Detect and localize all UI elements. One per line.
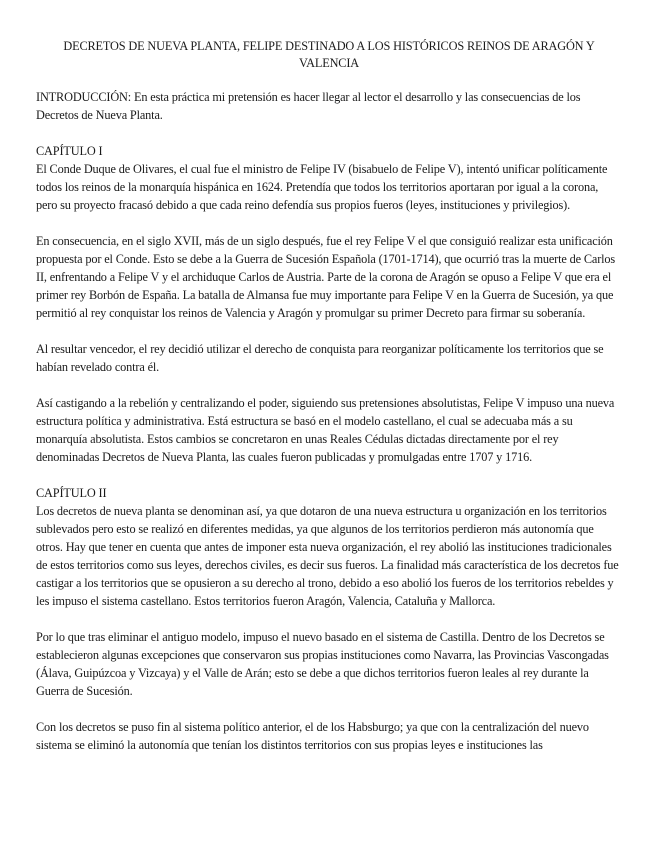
introduction-paragraph: INTRODUCCIÓN: En esta práctica mi pretensión es hacer llegar al lector el desarrollo y las consecuencias de los Decretos de Nueva Planta. [36, 90, 581, 122]
document-title: DECRETOS DE NUEVA PLANTA, FELIPE DESTINADO A LOS HISTÓRICOS REINOS DE ARAGÓN Y VALENCIA [63, 39, 595, 70]
chapter-1-paragraph: Así castigando a la rebelión y centralizando el poder, siguiendo sus pretensiones absolutistas, Felipe V impuso una nueva estructura política y administrativa. Está estructura se basó en el modelo castellano, el cual se adecuaba más a su monarquía absolutista. Estos cambios se concretaron en unas Reales Cédulas dictadas directamente por el rey denominadas Decretos de Nueva Planta, las cuales fueron publicadas y promulgadas entre 1707 y 1716. [36, 396, 615, 464]
chapter-1-paragraph: En consecuencia, en el siglo XVII, más de un siglo después, fue el rey Felipe V el que consiguió realizar esta unificación propuesta por el Conde. Esto se debe a la Guerra de Sucesión Española (1701-1714), que ocurrió tras la muerte de Carlos II, enfrentando a Felipe V y el archiduque Carlos de Austria. Parte de la corona de Aragón se opuso a Felipe V que era el primer rey Borbón de España. La batalla de Almansa fue muy importante para Felipe V en la Guerra de Sucesión, ya que permitió al rey conquistar los reinos de Valencia y Aragón y promulgar su primer Decreto para firmar su soberanía. [36, 234, 616, 320]
chapter-1-section [36, 142, 622, 466]
chapter-2-paragraph: Por lo que tras eliminar el antiguo modelo, impuso el nuevo basado en el sistema de Castilla. Dentro de los Decretos se establecieron algunas excepciones que conservaron sus propias instituciones como Navarra, las Provincias Vascongadas (Álava, Guipúzcoa y Vizcaya) y el Valle de Arán; esto se debe a que dichos territorios fueron leales al rey durante la Guerra de Sucesión. [36, 630, 609, 698]
chapter-1-paragraph: Al resultar vencedor, el rey decidió utilizar el derecho de conquista para reorganizar políticamente los territorios que se habían revelado contra él. [36, 342, 604, 374]
document-page [36, 38, 622, 772]
chapter-2-paragraph: Los decretos de nueva planta se denominan así, ya que dotaron de una nueva estructura u organización en los territorios sublevados pero esto se realizó en diferentes medidas, ya que algunos de los territorios perdieron más autonomía que otros. Hay que tener en cuenta que antes de imponer esta nueva organización, el rey abolió las instituciones tradicionales de estos territorios como sus leyes, derechos civiles, es decir sus fueros. La finalidad más característica de los decretos fue castigar a los territorios que se opusieron a su derecho al trono, debido a eso abolió los fueros de los territorios rebeldes y les impuso el sistema castellano. Estos territorios fueron Aragón, Valencia, Cataluña y Mallorca. [36, 504, 619, 608]
chapter-2-section [36, 484, 622, 754]
chapter-1-paragraph: El Conde Duque de Olivares, el cual fue el ministro de Felipe IV (bisabuelo de Felipe V), intentó unificar políticamente todos los reinos de la monarquía hispánica en 1624. Pretendía que todos los territorios aportaran por igual a la corona, pero su proyecto fracasó debido a que cada reino defendía sus propios fueros (leyes, instituciones y privilegios). [36, 162, 608, 212]
chapter-2-paragraph: Con los decretos se puso fin al sistema político anterior, el de los Habsburgo; ya que con la centralización del nuevo sistema se eliminó la autonomía que tenían los distintos territorios con sus propias leyes e instituciones las [36, 720, 589, 752]
chapter-2-heading: CAPÍTULO II [36, 486, 107, 500]
chapter-1-heading: CAPÍTULO I [36, 144, 103, 158]
